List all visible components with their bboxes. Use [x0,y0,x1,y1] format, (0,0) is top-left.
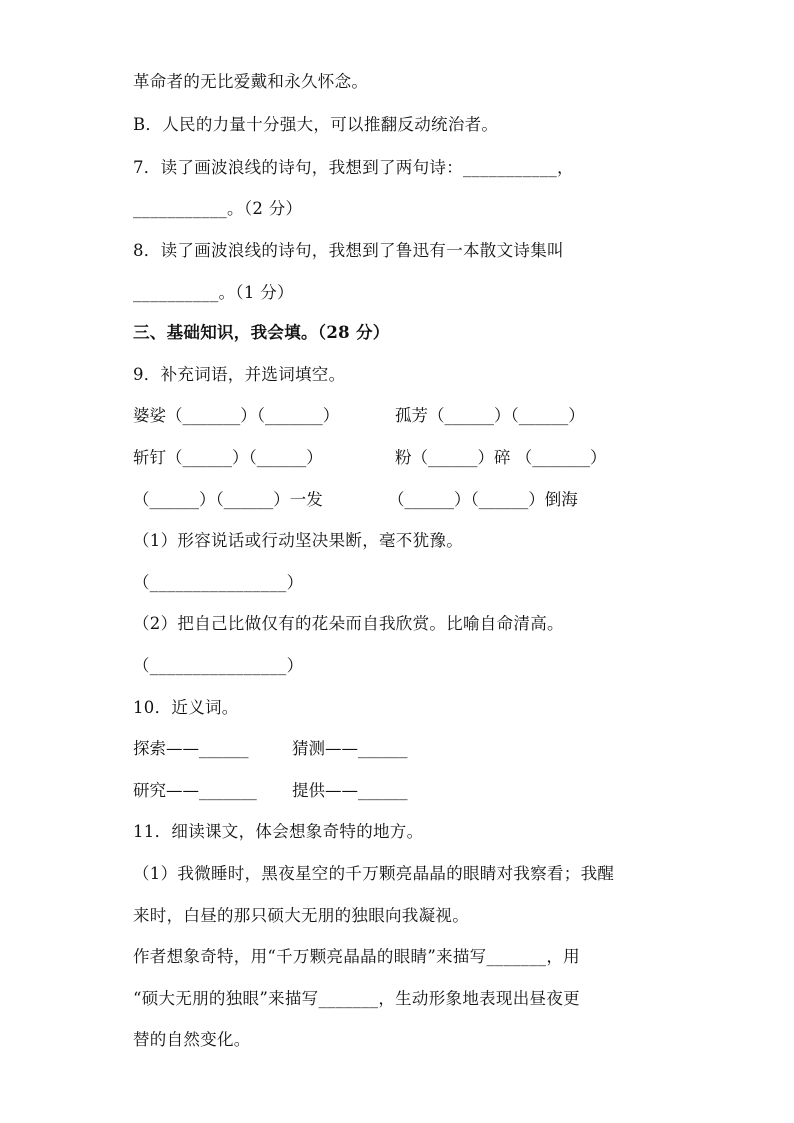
idiom-row3-col2: （______）（______）倒海 [388,490,578,509]
text-line: 革命者的无比爱戴和永久怀念。 [133,72,369,91]
idiom-row1-col1: 婆娑（_______）（_______） [133,406,340,425]
synonym-4: 提供——______ [292,781,408,800]
section-3-heading: 三、基础知识，我会填。（28 分） [133,323,390,342]
question-7-blank: ___________。（2 分） [133,199,303,218]
question-8-blank: __________。（1 分） [133,283,294,302]
synonym-1: 探索——______ [133,739,249,758]
question-9-sub1-blank: （________________） [133,573,304,592]
question-11-prompt-b: “硕大无朋的独眼”来描写_______，生动形象地表现出昼夜更 [133,989,580,1008]
idiom-row3-col1: （______）（______）一发 [133,490,323,509]
question-8: 8．读了画波浪线的诗句，我想到了鲁迅有一本散文诗集叫 [133,241,564,260]
question-11-prompt-c: 替的自然变化。 [133,1030,251,1049]
question-11-text-b: 来时，白昼的那只硕大无朋的独眼向我凝视。 [133,906,469,925]
question-10: 10．近义词。 [133,698,239,717]
question-11-prompt-a: 作者想象奇特，用“千万颗亮晶晶的眼睛”来描写_______，用 [133,947,580,966]
question-11-text-a: （1）我微睡时，黑夜星空的千万颗亮晶晶的眼睛对我察看；我醒 [133,864,615,883]
question-9-sub2-blank: （________________） [133,656,304,675]
synonym-2: 猜测——______ [292,739,408,758]
idiom-row2-col1: 斩钉（______）（______） [133,448,323,467]
option-b: B．人民的力量十分强大，可以推翻反动统治者。 [133,115,499,134]
question-9-sub1: （1）形容说话或行动坚决果断，毫不犹豫。 [133,531,463,550]
question-7: 7．读了画波浪线的诗句，我想到了两句诗：___________， [133,158,574,177]
question-9-sub2: （2）把自己比做仅有的花朵而自我欣赏。比喻自命清高。 [133,614,564,633]
idiom-row2-col2: 粉（______）碎 （_______） [395,448,607,467]
question-9: 9．补充词语，并选词填空。 [133,365,346,384]
question-11: 11．细读课文，体会想象奇特的地方。 [133,822,424,841]
synonym-3: 研究——_______ [133,781,257,800]
idiom-row1-col2: 孤芳（______）（______） [395,406,585,425]
